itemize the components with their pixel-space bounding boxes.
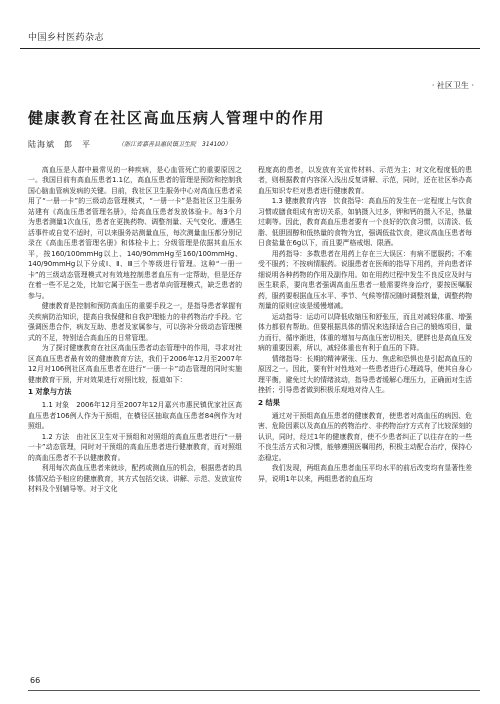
section-heading: 1 对象与方法 xyxy=(28,387,72,397)
article-title: 健康教育在社区高血压病人管理中的作用 xyxy=(28,109,326,127)
page-number: 66 xyxy=(30,676,41,685)
paragraph: 通过对干预组高血压患者的健康教育，使患者对高血压的病因、危害、危险因素以及高血压的药物治疗、非药物治疗方式有了比较深刻的认识，同时，经过1年的健康教育，使不少患者纠正了以往存在的一些不良生活方式和习惯，能够遵照医嘱用药，积极主动配合治疗，保持心态稳定。 xyxy=(258,411,472,462)
header-rule xyxy=(20,48,480,49)
section-tag: · 社区卫生 · xyxy=(431,81,474,90)
paragraph: 我们发现，两组高血压患者血压平均水平的前后改变均有显著性差异，说明1年以来，两组患者的血压均 xyxy=(258,464,472,483)
paragraph: 1.2 方法 由社区卫生对干预组和对照组的高血压患者进行“一册一卡”动态管理，同时对干预组的高血压患者进行健康教育，而对照组的高血压患者不予以健康教育。 xyxy=(28,432,242,462)
paragraph: 情绪指导：长期的精神紧张、压力、焦虑和恐惧也是引起高血压的原因之一。因此，要有针对性地对一些患者进行心理疏导，使其自身心理平衡，避免过大的情绪波动，指导患者缓解心理压力，正确面对生活挫折；引导患者做到积极乐观地对待人生。 xyxy=(258,354,472,395)
paragraph: 用药指导：多数患者在用药上存在三大误区：有病不愿服药；不难受不服药；不按病情服药。说服患者在医师的指导下用药，并向患者详细说明各种药物的作用及副作用。如在用药过程中发生不良反应及时与医生联系，要向患者强调高血压患者一般需要终身治疗，要按医嘱服药，服药要根据血压水平、季节、气候等情况随时调整剂量，调整药物剂量的原则应该是缓慢增减。 xyxy=(258,249,472,311)
authors: 陆海斌 郎 平 xyxy=(28,140,91,149)
paragraph: 1.3 健康教育内容 饮食指导：高血压的发生在一定程度上与饮食习惯或膳食组成有密切关系，如钠摄入过多，钾和钙的摄入不足，热量过剩等。因此，教育高血压患者要有一个良好的饮食习惯，以清淡、低脂、低胆固醇和低热量的食物为宜，强调低盐饮食，建议高血压患者每日食盐量在6g以下，而且要严格戒烟、限酒。 xyxy=(258,197,472,248)
paragraph: 为了探讨健康教育在社区高血压患者动态管理中的作用，寻求对社区高血压患者最有效的健康教育方法，我们于2006年12月至2007年12月对106例社区高血压患者在进行“一册一卡”动态管理的同时实施健康教育干预，并对效果进行对照比较，报道如下： xyxy=(28,344,242,384)
paragraph: 高血压是人群中最常见的一种疾病，是心血管死亡的重要原因之一。我国目前有高血压患者1.1亿，高血压患者的管理是预防和控制我国心脑血管病发病的关键。目前，我社区卫生服务中心对高血压患者采用了“一册一卡”的三级动态管理模式，“一册一卡”是指社区卫生服务站建有《高血压患者管理名册》，给高血压患者发放体验卡。每3个月为患者测量1次血压，患者在更换药物、调整剂量、天气变化、遭遇生活事件或自觉不适时，可以来服务站测量血压，每次测量血压都分别记录在《高血压患者管理名册》和体检卡上；分级管理是依据其血压水平，按160/100mmHg以上、140/90mmHg至160/100mmHg、140/90mmHg以下分成Ⅰ、Ⅱ、Ⅲ三个等级进行管理。这种“一册一卡”的三级动态管理模式对有效地控制患者血压有一定帮助，但是还存在着一些不足之处，比如它属于医生－患者单向管理模式，缺乏患者的参与。 xyxy=(28,166,242,300)
paragraph: 1.1 对象 2006年12月至2007年12月嘉兴市惠民镇优家社区高血压患者106例人作为干预组，在横径区抽取高血压患者84例作为对照组。 xyxy=(28,401,242,431)
journal-name: 中国乡村医药杂志 xyxy=(28,33,105,43)
paragraph: 程度高的患者，以发放有关宣传材料、示范为主；对文化程度低的患者，则根据教育内容深入浅出反复讲解、示范，同时，还在社区举办高血压知识专栏对患者进行健康教育。 xyxy=(258,166,472,195)
footer-rule xyxy=(28,690,480,691)
paragraph: 利用每次高血压患者来就诊，配药或测血压的机会，根据患者的具体情况给予相应的健康教育，其方式包括交谈、讲解、示范、发放宣传材料及个别辅导等。对于文化 xyxy=(28,464,242,493)
paragraph: 运动指导：运动可以降低收缩压和舒张压，而且对减轻体重、增强体力都很有帮助。但要根据具体的情况来选择适合自己的锻炼项目，量力而行，循序渐进，体重的增加与高血压密切相关，肥胖也是高血压发病的重要因素，所以，减轻体重也有利于血压的下降。 xyxy=(258,312,472,353)
left-column xyxy=(28,165,242,494)
section-heading: 2 结果 xyxy=(258,397,280,407)
paragraph: 健康教育是控制和预防高血压的重要手段之一，是指导患者掌握有关疾病防治知识，提高自我保健和自我护理能力的非药物治疗手段。它强调医患合作，病友互助、患者及家属参与，可以弥补分级动态管理模式的不足，特别适合高血压的日常管理。 xyxy=(28,302,242,342)
right-column xyxy=(258,165,472,484)
affiliation: （浙江省嘉善县惠民镇卫生院 314100） xyxy=(118,141,231,148)
